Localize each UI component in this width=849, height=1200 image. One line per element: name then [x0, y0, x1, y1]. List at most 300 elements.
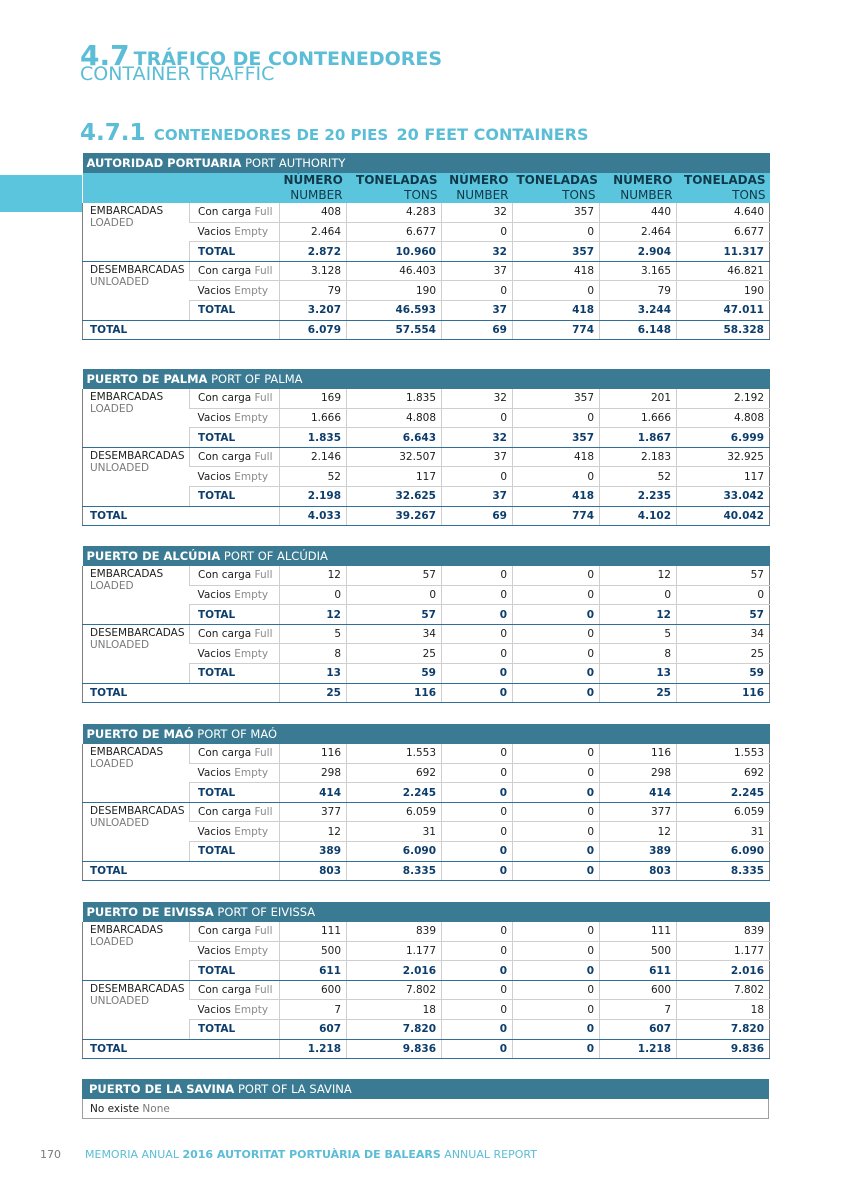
value-cell: 0: [513, 922, 600, 942]
subtotal-blank: [83, 428, 190, 448]
value-cell: 3.207: [280, 301, 347, 321]
value-cell: 79: [600, 281, 677, 301]
value-cell: 0: [513, 566, 600, 586]
value-cell: 357: [513, 389, 600, 409]
table-title-en: PORT OF ALCÚDIA: [223, 548, 328, 563]
subrow-label-en: Empty: [234, 647, 269, 660]
subrow-label: [190, 802, 280, 822]
table-title: [83, 369, 770, 389]
subrow-label: [190, 941, 280, 961]
group-label: [83, 389, 190, 428]
value-cell: 12: [600, 605, 677, 625]
subrow-label: [190, 467, 280, 487]
value-cell: 2.016: [347, 961, 442, 981]
value-cell: 0: [513, 408, 600, 428]
subsection-number: 4.7.1: [80, 120, 146, 146]
subrow-label-en: Empty: [234, 588, 269, 601]
value-cell: 8.335: [677, 861, 770, 881]
value-cell: 12: [600, 822, 677, 842]
table-row: [83, 203, 770, 223]
total-row: [83, 1039, 770, 1059]
value-cell: 12: [600, 566, 677, 586]
value-cell: 25: [600, 683, 677, 703]
value-cell: 6.090: [677, 842, 770, 862]
value-cell: 32: [442, 242, 513, 262]
subrow-label-es: Vacios: [197, 470, 231, 483]
table-row: [83, 447, 770, 467]
group-label-en: LOADED: [90, 758, 134, 771]
value-cell: 0: [513, 605, 600, 625]
total-row: [83, 683, 770, 703]
traffic-table: [82, 546, 770, 703]
value-cell: 111: [600, 922, 677, 942]
value-cell: 2.183: [600, 447, 677, 467]
table-title-en: PORT OF MAÓ: [197, 726, 278, 741]
value-cell: 0: [442, 222, 513, 242]
value-cell: 0: [280, 585, 347, 605]
subtotal-blank: [83, 487, 190, 507]
value-cell: 0: [442, 861, 513, 881]
value-cell: 0: [513, 744, 600, 764]
table-row: [83, 261, 770, 281]
column-header-row: [83, 173, 770, 203]
value-cell: 600: [280, 980, 347, 1000]
subtotal-row: [83, 961, 770, 981]
footer-bold: 2016 AUTORITAT PORTUÀRIA DE BALEARS: [182, 1148, 441, 1161]
value-cell: 0: [677, 585, 770, 605]
value-cell: 201: [600, 389, 677, 409]
value-cell: 57: [677, 566, 770, 586]
group-label-en: LOADED: [90, 217, 134, 230]
value-cell: 116: [280, 744, 347, 764]
value-cell: 4.033: [280, 506, 347, 526]
value-cell: 2.245: [677, 783, 770, 803]
value-cell: 0: [513, 1039, 600, 1059]
column-header: [677, 173, 770, 203]
value-cell: 57.554: [347, 320, 442, 340]
value-cell: 52: [600, 467, 677, 487]
group-label-en: LOADED: [90, 403, 134, 416]
table-title-bar: [82, 1079, 769, 1099]
subtotal-label: TOTAL: [190, 664, 280, 684]
table-title-en: PORT OF EIVISSA: [217, 904, 316, 919]
group-label: [83, 566, 190, 605]
subrow-label-es: Con carga: [198, 265, 252, 278]
subtotal-row: [83, 664, 770, 684]
group-label: [83, 980, 190, 1019]
column-header-en: TONS: [562, 187, 596, 202]
value-cell: 111: [280, 922, 347, 942]
column-header: [347, 173, 442, 203]
value-cell: 0: [442, 644, 513, 664]
value-cell: 32.507: [347, 447, 442, 467]
table-title-bar: [83, 153, 770, 173]
value-cell: 0: [513, 467, 600, 487]
subrow-label-es: Con carga: [198, 747, 252, 760]
value-cell: 0: [513, 644, 600, 664]
column-header-es: NÚMERO: [283, 172, 343, 187]
subrow-label-en: Empty: [234, 411, 269, 424]
value-cell: 46.403: [347, 261, 442, 281]
value-cell: 418: [513, 261, 600, 281]
value-cell: 0: [442, 408, 513, 428]
subrow-label: [190, 624, 280, 644]
value-cell: 2.235: [600, 487, 677, 507]
group-label-es: EMBARCADAS: [90, 204, 164, 217]
value-cell: 418: [513, 447, 600, 467]
subrow-label-es: Vacios: [197, 284, 231, 297]
value-cell: 6.090: [347, 842, 442, 862]
value-cell: 0: [442, 467, 513, 487]
value-cell: 9.836: [677, 1039, 770, 1059]
value-cell: 69: [442, 320, 513, 340]
value-cell: 58.328: [677, 320, 770, 340]
group-label-en: UNLOADED: [90, 276, 150, 289]
value-cell: 190: [347, 281, 442, 301]
subtotal-label: TOTAL: [190, 1020, 280, 1040]
value-cell: 4.283: [347, 203, 442, 223]
value-cell: 1.218: [600, 1039, 677, 1059]
column-header-stripe: [0, 175, 82, 212]
subrow-label: [190, 281, 280, 301]
value-cell: 31: [347, 822, 442, 842]
value-cell: 10.960: [347, 242, 442, 262]
value-cell: 32: [442, 203, 513, 223]
value-cell: 0: [442, 1000, 513, 1020]
value-cell: 607: [280, 1020, 347, 1040]
group-label-es: EMBARCADAS: [90, 567, 164, 580]
group-label-en: UNLOADED: [90, 462, 150, 475]
none-label-es: No existe: [90, 1103, 140, 1115]
subrow-label-en: Empty: [234, 470, 269, 483]
value-cell: 389: [280, 842, 347, 862]
value-cell: 1.553: [347, 744, 442, 764]
group-label: [83, 624, 190, 663]
table-title: [83, 153, 770, 173]
total-label: TOTAL: [83, 1039, 280, 1059]
section-title-en: CONTAINER TRAFFIC: [80, 63, 275, 85]
footer-post: ANNUAL REPORT: [444, 1148, 537, 1161]
value-cell: 7.820: [677, 1020, 770, 1040]
value-cell: 0: [513, 624, 600, 644]
value-cell: 0: [442, 783, 513, 803]
subrow-label: [190, 261, 280, 281]
table-title-es: PUERTO DE PALMA: [86, 371, 208, 386]
subrow-label-es: Con carga: [198, 392, 252, 405]
subrow-label-en: Empty: [234, 225, 269, 238]
table-title-es: PUERTO DE ALCÚDIA: [86, 548, 221, 563]
group-label-es: DESEMBARCADAS: [90, 626, 185, 639]
subtotal-label: TOTAL: [190, 961, 280, 981]
subrow-label-en: Full: [254, 628, 273, 641]
value-cell: 440: [600, 203, 677, 223]
subtotal-label: TOTAL: [190, 842, 280, 862]
table-row: [83, 802, 770, 822]
value-cell: 2.192: [677, 389, 770, 409]
value-cell: 500: [600, 941, 677, 961]
group-label: [83, 261, 190, 300]
table-title-bar: [83, 902, 770, 922]
value-cell: 0: [442, 664, 513, 684]
value-cell: 1.666: [280, 408, 347, 428]
value-cell: 6.079: [280, 320, 347, 340]
value-cell: 2.198: [280, 487, 347, 507]
subrow-label: [190, 763, 280, 783]
subrow-label-es: Con carga: [198, 925, 252, 938]
subrow-label: [190, 203, 280, 223]
table-row: [83, 744, 770, 764]
value-cell: 169: [280, 389, 347, 409]
value-cell: 0: [442, 281, 513, 301]
value-cell: 52: [280, 467, 347, 487]
value-cell: 1.177: [677, 941, 770, 961]
value-cell: 6.677: [347, 222, 442, 242]
value-cell: 3.165: [600, 261, 677, 281]
subrow-label-en: Full: [254, 925, 273, 938]
value-cell: 692: [347, 763, 442, 783]
value-cell: 46.821: [677, 261, 770, 281]
table-row: [83, 624, 770, 644]
value-cell: 0: [442, 1039, 513, 1059]
value-cell: 0: [347, 585, 442, 605]
subtotal-row: [83, 487, 770, 507]
table-title-bar: [83, 369, 770, 389]
value-cell: 69: [442, 506, 513, 526]
value-cell: 692: [677, 763, 770, 783]
value-cell: 32: [442, 389, 513, 409]
subrow-label: [190, 644, 280, 664]
value-cell: 8.335: [347, 861, 442, 881]
group-label: [83, 802, 190, 841]
value-cell: 611: [600, 961, 677, 981]
subrow-label-en: Empty: [234, 766, 269, 779]
subtotal-label: TOTAL: [190, 301, 280, 321]
value-cell: 0: [513, 802, 600, 822]
table-port-la-savina: [82, 1079, 769, 1119]
subrow-label-en: Full: [254, 569, 273, 582]
table-title-bar: [83, 724, 770, 744]
subrow-label-es: Vacios: [197, 766, 231, 779]
value-cell: 4.640: [677, 203, 770, 223]
value-cell: 2.146: [280, 447, 347, 467]
total-label: TOTAL: [83, 683, 280, 703]
value-cell: 7.820: [347, 1020, 442, 1040]
value-cell: 6.148: [600, 320, 677, 340]
value-cell: 13: [280, 664, 347, 684]
value-cell: 117: [347, 467, 442, 487]
value-cell: 7: [600, 1000, 677, 1020]
value-cell: 2.464: [280, 222, 347, 242]
value-cell: 32.625: [347, 487, 442, 507]
value-cell: 46.593: [347, 301, 442, 321]
value-cell: 357: [513, 242, 600, 262]
group-label: [83, 203, 190, 242]
subtotal-blank: [83, 301, 190, 321]
table-title-en: PORT AUTHORITY: [245, 155, 346, 170]
value-cell: 13: [600, 664, 677, 684]
subrow-label: [190, 1000, 280, 1020]
traffic-table: [82, 724, 770, 881]
group-label-es: EMBARCADAS: [90, 923, 164, 936]
subtotal-blank: [83, 783, 190, 803]
subtotal-label: TOTAL: [190, 242, 280, 262]
value-cell: 298: [280, 763, 347, 783]
subrow-label-es: Vacios: [197, 1003, 231, 1016]
subsection-title-en: 20 FEET CONTAINERS: [396, 125, 589, 144]
value-cell: 25: [347, 644, 442, 664]
table-title: [83, 724, 770, 744]
value-cell: 7.802: [347, 980, 442, 1000]
value-cell: 0: [513, 281, 600, 301]
table-title-es: AUTORIDAD PORTUARIA: [86, 155, 242, 170]
value-cell: 2.245: [347, 783, 442, 803]
table-title: [83, 546, 770, 566]
subtotal-row: [83, 783, 770, 803]
value-cell: 839: [677, 922, 770, 942]
column-header: [442, 173, 513, 203]
subrow-label-en: Full: [254, 451, 273, 464]
value-cell: 59: [677, 664, 770, 684]
value-cell: 33.042: [677, 487, 770, 507]
subrow-label-es: Con carga: [198, 451, 252, 464]
value-cell: 414: [280, 783, 347, 803]
section-number: 4.7: [80, 39, 130, 72]
value-cell: 116: [347, 683, 442, 703]
value-cell: 839: [347, 922, 442, 942]
subrow-label: [190, 822, 280, 842]
subrow-label-es: Vacios: [197, 588, 231, 601]
column-header-en: TONS: [404, 187, 438, 202]
column-header-en: NUMBER: [290, 187, 343, 202]
value-cell: 3.128: [280, 261, 347, 281]
value-cell: 12: [280, 822, 347, 842]
value-cell: 2.464: [600, 222, 677, 242]
value-cell: 0: [513, 822, 600, 842]
table-row: [83, 980, 770, 1000]
value-cell: 0: [513, 961, 600, 981]
subrow-label-es: Con carga: [198, 984, 252, 997]
value-cell: 357: [513, 203, 600, 223]
subrow-label-en: Empty: [234, 825, 269, 838]
subrow-label: [190, 744, 280, 764]
value-cell: 1.177: [347, 941, 442, 961]
value-cell: 57: [347, 566, 442, 586]
subtotal-row: [83, 842, 770, 862]
value-cell: 47.011: [677, 301, 770, 321]
value-cell: 774: [513, 320, 600, 340]
table-row: [83, 389, 770, 409]
value-cell: 0: [442, 605, 513, 625]
value-cell: 0: [442, 922, 513, 942]
subrow-label-en: Full: [254, 265, 273, 278]
subtotal-blank: [83, 664, 190, 684]
value-cell: 2.872: [280, 242, 347, 262]
value-cell: 0: [442, 585, 513, 605]
value-cell: 0: [442, 802, 513, 822]
value-cell: 0: [442, 842, 513, 862]
value-cell: 4.102: [600, 506, 677, 526]
value-cell: 0: [513, 763, 600, 783]
total-label: TOTAL: [83, 320, 280, 340]
subtotal-label: TOTAL: [190, 428, 280, 448]
value-cell: 0: [442, 1020, 513, 1040]
subtotal-blank: [83, 1020, 190, 1040]
value-cell: 4.808: [347, 408, 442, 428]
value-cell: 7: [280, 1000, 347, 1020]
value-cell: 2.016: [677, 961, 770, 981]
group-label-es: DESEMBARCADAS: [90, 263, 185, 276]
value-cell: 8: [280, 644, 347, 664]
value-cell: 500: [280, 941, 347, 961]
subtotal-row: [83, 605, 770, 625]
value-cell: 117: [677, 467, 770, 487]
group-label-es: EMBARCADAS: [90, 745, 164, 758]
value-cell: 0: [513, 842, 600, 862]
table-title-es: PUERTO DE EIVISSA: [86, 904, 214, 919]
section-title-es: TRÁFICO DE CONTENEDORES: [133, 48, 443, 70]
subrow-label: [190, 922, 280, 942]
value-cell: 12: [280, 566, 347, 586]
subrow-label-en: Empty: [234, 944, 269, 957]
value-cell: 0: [442, 744, 513, 764]
subrow-label: [190, 585, 280, 605]
value-cell: 0: [442, 624, 513, 644]
value-cell: 57: [677, 605, 770, 625]
subrow-label-es: Vacios: [197, 647, 231, 660]
subtotal-row: [83, 301, 770, 321]
total-row: [83, 861, 770, 881]
value-cell: 377: [280, 802, 347, 822]
table-title-es: PUERTO DE MAÓ: [86, 726, 194, 741]
value-cell: 0: [442, 941, 513, 961]
column-header-es: NÚMERO: [449, 172, 509, 187]
page-footer: [40, 1148, 537, 1161]
group-label-es: DESEMBARCADAS: [90, 982, 185, 995]
value-cell: 37: [442, 487, 513, 507]
value-cell: 803: [280, 861, 347, 881]
value-cell: 116: [600, 744, 677, 764]
subsection-title: [80, 120, 589, 145]
group-label-es: DESEMBARCADAS: [90, 804, 185, 817]
value-cell: 607: [600, 1020, 677, 1040]
value-cell: 8: [600, 644, 677, 664]
group-label: [83, 922, 190, 961]
value-cell: 12: [280, 605, 347, 625]
group-label-en: UNLOADED: [90, 995, 150, 1008]
column-header-blank: [83, 173, 280, 203]
value-cell: 5: [600, 624, 677, 644]
column-header: [280, 173, 347, 203]
column-header-es: TONELADAS: [356, 172, 438, 187]
subrow-label-es: Con carga: [198, 206, 252, 219]
total-label: TOTAL: [83, 861, 280, 881]
group-label-es: DESEMBARCADAS: [90, 449, 185, 462]
value-cell: 116: [677, 683, 770, 703]
total-row: [83, 506, 770, 526]
traffic-table: [82, 902, 770, 1059]
subtotal-label: TOTAL: [190, 783, 280, 803]
subtotal-blank: [83, 242, 190, 262]
subtotal-label: TOTAL: [190, 487, 280, 507]
traffic-table: [82, 369, 770, 526]
group-label-en: UNLOADED: [90, 817, 150, 830]
subtotal-blank: [83, 842, 190, 862]
subrow-label: [190, 447, 280, 467]
value-cell: 0: [442, 763, 513, 783]
page-number: 170: [40, 1148, 61, 1161]
value-cell: 0: [513, 1020, 600, 1040]
value-cell: 32.925: [677, 447, 770, 467]
